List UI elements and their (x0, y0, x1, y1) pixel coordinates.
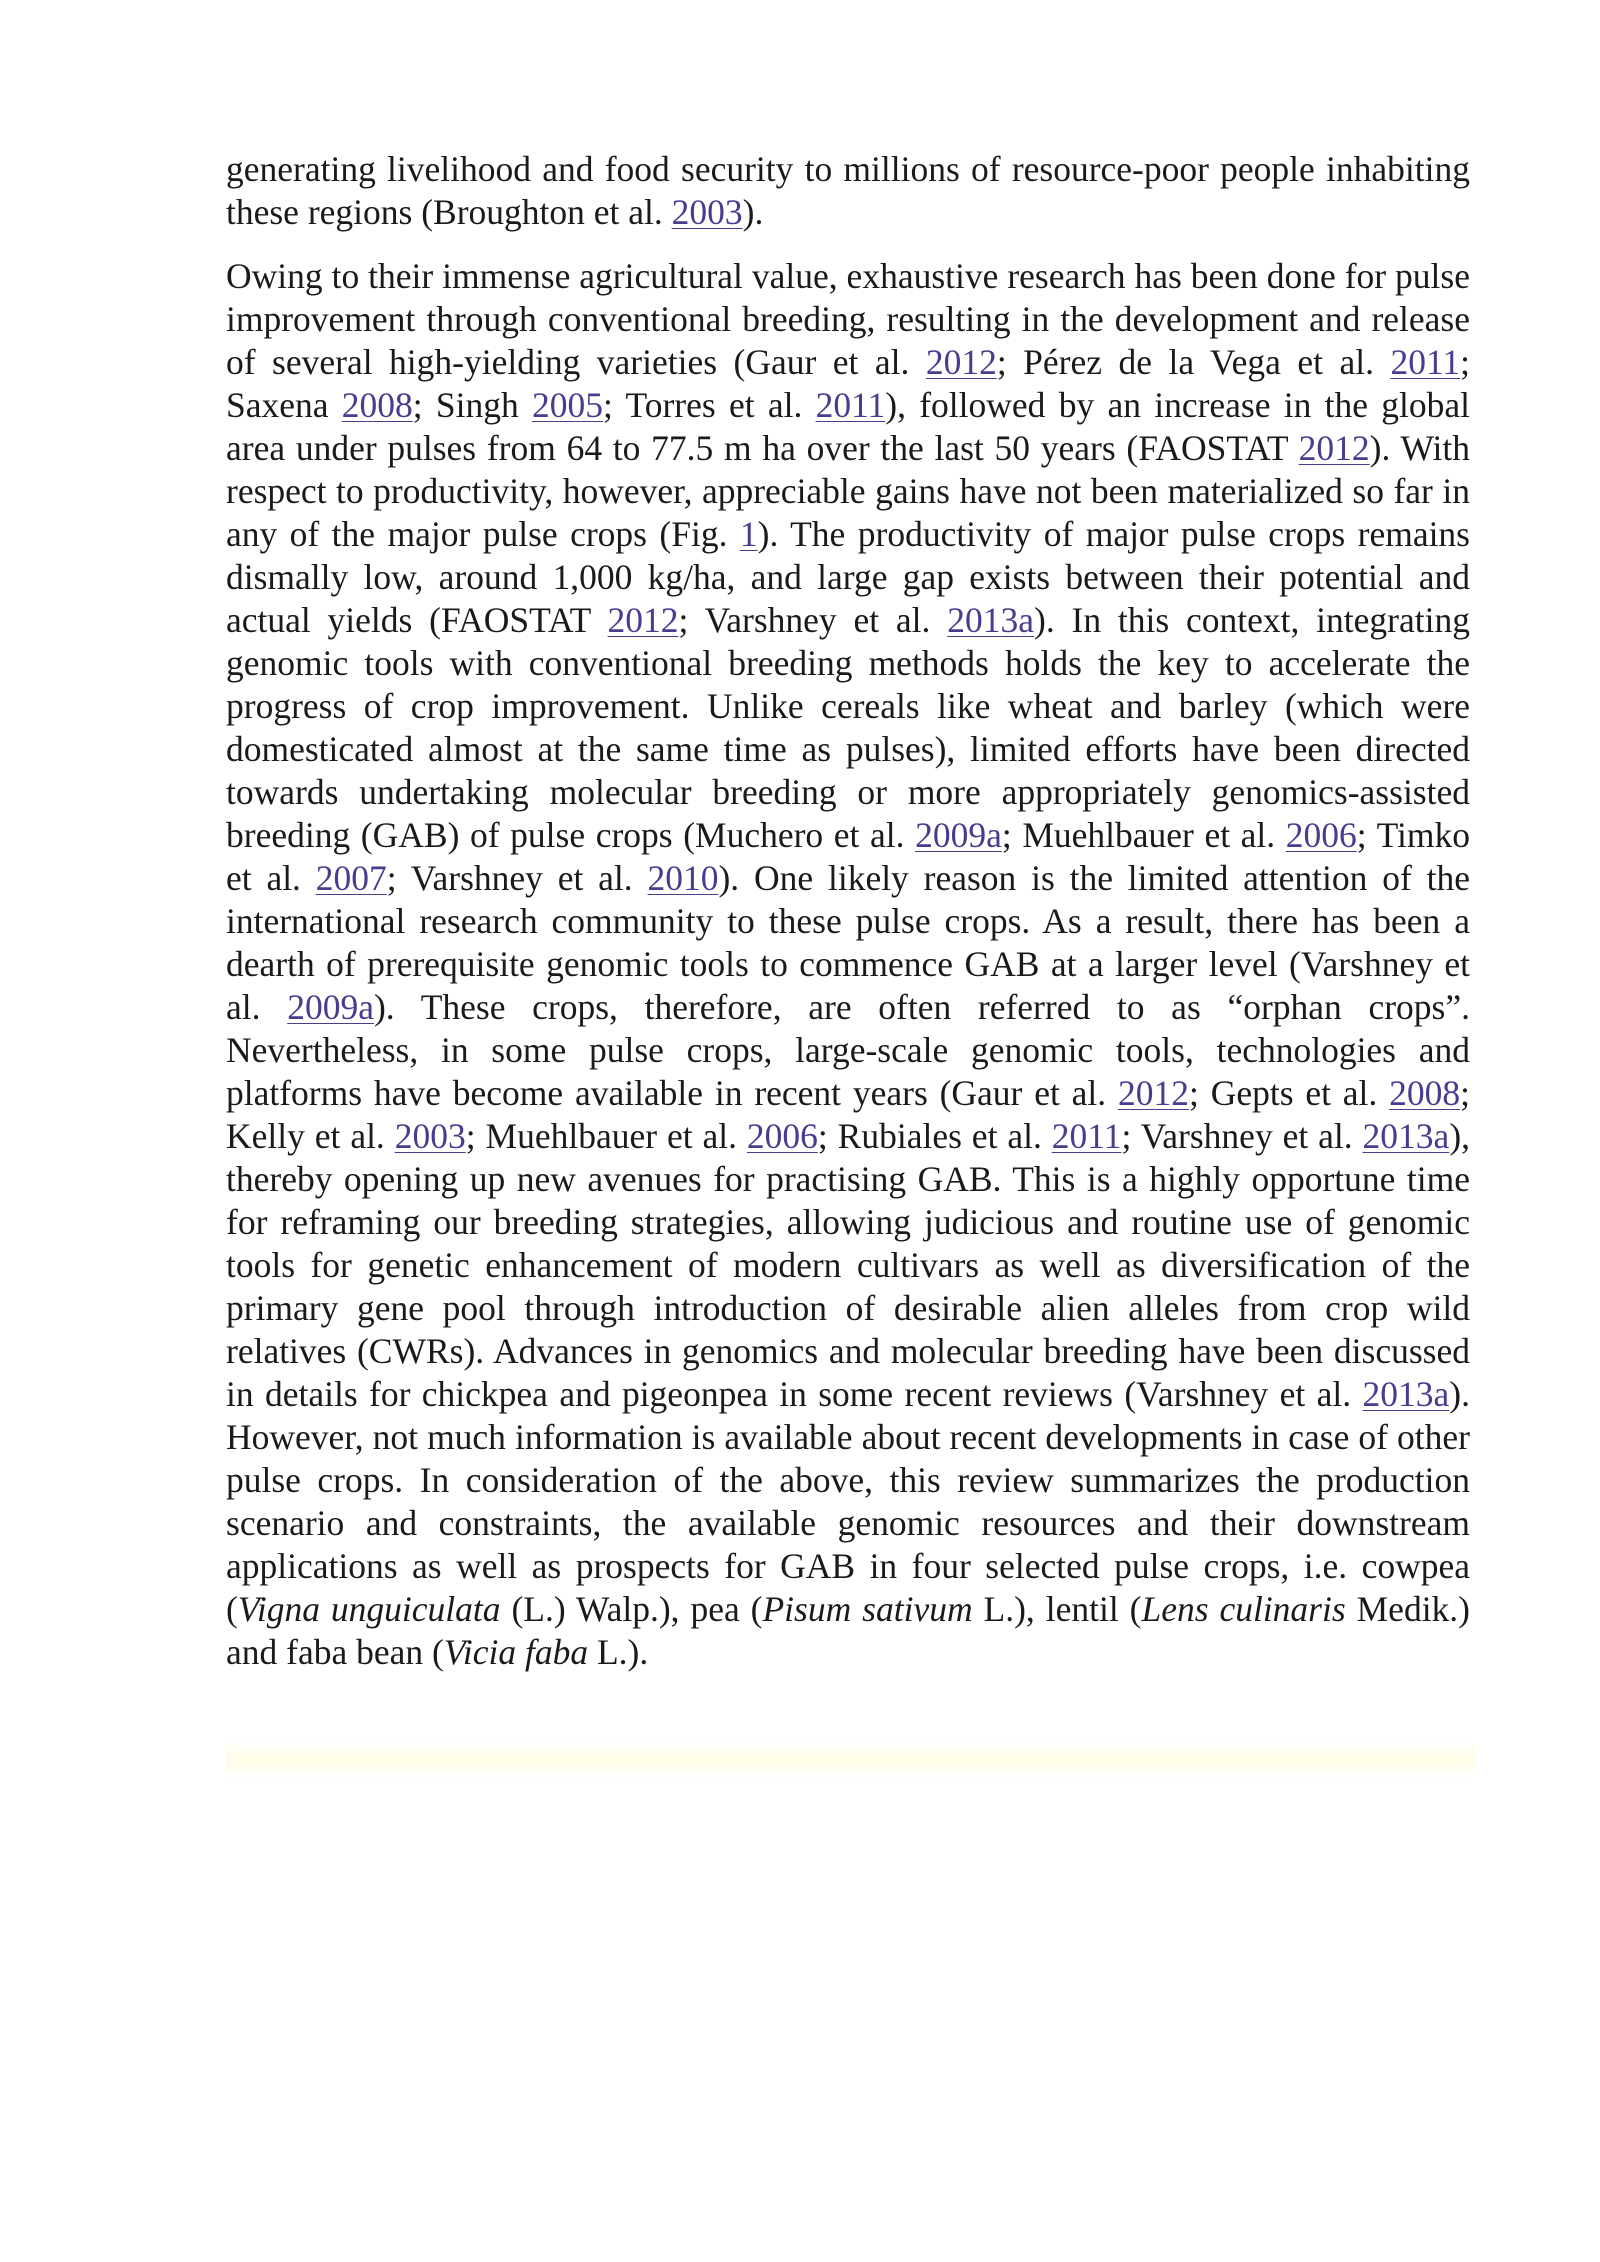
citation-link[interactable]: 2003 (671, 192, 743, 232)
citation-link[interactable]: 2011 (1390, 342, 1461, 382)
text-run: Owing to their immense agricultural value, exhaustive research has been done for pulse improvement through conventional breeding, resulting in the development and release of several high-yielding varieties (Gaur et al. (226, 256, 1470, 382)
citation-link[interactable]: 2010 (647, 858, 719, 898)
text-run: ; Varshney et al. (1121, 1116, 1363, 1156)
text-run: ). In this context, integrating genomic tools with conventional breeding methods holds the key to accelerate the progress of crop improvement. Unlike cereals like wheat and barley (which were domesticated almost at the same time as pulses), limited efforts have been directed towards undertaking molecular breeding or more appropriately genomics-assisted breeding (GAB) of pulse crops (Muchero et al. (226, 600, 1470, 855)
citation-link[interactable]: 2012 (1298, 428, 1370, 468)
species-name: Lens culinaris (1141, 1589, 1346, 1629)
text-run: ; Gepts et al. (1189, 1073, 1390, 1113)
text-run: generating livelihood and food security to millions of resource-poor people inhabiting these regions (Broughton et al. (226, 149, 1470, 232)
text-run: (L.) Walp.), pea ( (500, 1589, 763, 1629)
paragraph-2 (226, 255, 1470, 1674)
text-run: ; Rubiales et al. (817, 1116, 1052, 1156)
text-run: L.). (588, 1632, 649, 1672)
text-run: ). These crops, therefore, are often referred to as “orphan crops”. Nevertheless, in some pulse crops, large-scale genomic tools, technologies and platforms have become available in recent years (Gaur et al. (226, 987, 1470, 1113)
paragraph-1 (226, 148, 1470, 234)
citation-link[interactable]: 2012 (607, 600, 679, 640)
text-run: ; Torres et al. (603, 385, 816, 425)
citation-link[interactable]: 2007 (315, 858, 387, 898)
text-run: ). The productivity of major pulse crops remains dismally low, around 1,000 kg/ha, and large gap exists between their potential and actual yields (FAOSTAT (226, 514, 1470, 640)
text-run: ; Saxena (226, 342, 1470, 425)
species-name: Vigna unguiculata (237, 1589, 501, 1629)
text-run: ; Timko et al. (226, 815, 1471, 898)
citation-link[interactable]: 2011 (1051, 1116, 1122, 1156)
citation-link[interactable]: 2009a (915, 815, 1002, 855)
text-run: ). (742, 192, 764, 232)
text-run: ). However, not much information is available about recent developments in case of other pulse crops. In consideration of the above, this review summarizes the production scenario and constraints, the available genomic resources and their downstream applications as well as prospects for GAB in four selected pulse crops, i.e. cowpea ( (226, 1374, 1470, 1629)
citation-link[interactable]: 2013a (1362, 1116, 1450, 1156)
text-run: ), followed by an increase in the global area under pulses from 64 to 77.5 m ha over the last 50 years (FAOSTAT (226, 385, 1470, 468)
citation-link[interactable]: 2011 (815, 385, 886, 425)
citation-link[interactable]: 2008 (341, 385, 413, 425)
citation-link[interactable]: 2006 (1285, 815, 1357, 855)
text-run: ; Singh (412, 385, 533, 425)
text-run: ). One likely reason is the limited attention of the international research community to these pulse crops. As a result, there has been a dearth of prerequisite genomic tools to commence GAB at a larger level (Varshney et al. (226, 858, 1470, 1027)
document-page (226, 148, 1470, 1674)
citation-link[interactable]: 2013a (1362, 1374, 1450, 1414)
figure-link[interactable]: 1 (739, 514, 758, 554)
text-run: ; Varshney et al. (386, 858, 648, 898)
text-run: Medik.) and faba bean ( (226, 1589, 1470, 1672)
citation-link[interactable]: 2013a (947, 600, 1034, 640)
text-run: ; Muehlbauer et al. (465, 1116, 747, 1156)
citation-link[interactable]: 2009a (287, 987, 374, 1027)
citation-link[interactable]: 2005 (532, 385, 604, 425)
text-run: ; Pérez de la Vega et al. (996, 342, 1391, 382)
citation-link[interactable]: 2008 (1389, 1073, 1461, 1113)
species-name: Vicia faba (443, 1632, 589, 1672)
scan-tint-band (226, 1740, 1476, 1780)
citation-link[interactable]: 2003 (394, 1116, 466, 1156)
text-run: ; Kelly et al. (226, 1073, 1470, 1156)
text-run: ; Varshney et al. (678, 600, 948, 640)
citation-link[interactable]: 2006 (746, 1116, 818, 1156)
species-name: Pisum sativum (762, 1589, 973, 1629)
text-run: ; Muehlbauer et al. (1001, 815, 1286, 855)
text-run: L.), lentil ( (972, 1589, 1142, 1629)
text-run: ). With respect to productivity, however, appreciable gains have not been materialized so far in any of the major pulse crops (Fig. (226, 428, 1471, 554)
citation-link[interactable]: 2012 (1118, 1073, 1189, 1113)
citation-link[interactable]: 2012 (925, 342, 997, 382)
text-run: ), thereby opening up new avenues for practising GAB. This is a highly opportune time for reframing our breeding strategies, allowing judicious and routine use of genomic tools for genetic enhancement of modern cultivars as well as diversification of the primary gene pool through introduction of desirable alien alleles from crop wild relatives (CWRs). Advances in genomics and molecular breeding have been discussed in details for chickpea and pigeonpea in some recent reviews (Varshney et al. (226, 1116, 1471, 1414)
